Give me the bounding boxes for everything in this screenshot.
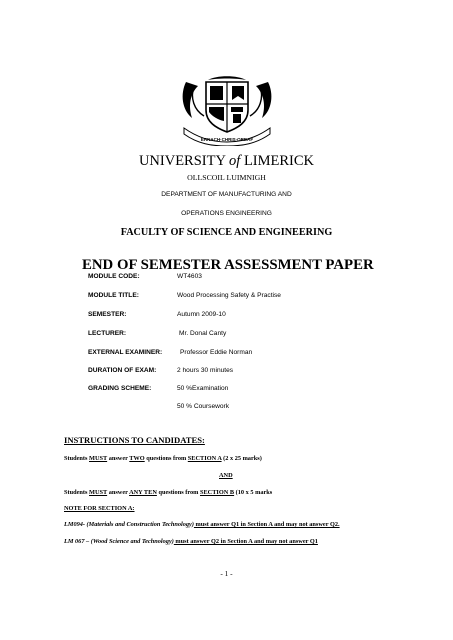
grading-scheme-label: GRADING SCHEME: xyxy=(88,385,152,392)
module-code-value: WT4603 xyxy=(177,273,202,280)
instruction-line-section-b: Students MUST answer ANY TEN questions from SECTION B (10 x 5 marks xyxy=(64,489,273,496)
department-line-1: DEPARTMENT OF MANUFACTURING AND xyxy=(161,191,292,198)
page-number: - 1 - xyxy=(220,569,233,578)
duration-label: DURATION OF EXAM: xyxy=(88,367,157,374)
grading-coursework-value: 50 % Coursework xyxy=(177,403,230,410)
university-name: UNIVERSITY of LIMERICK xyxy=(138,153,315,169)
instruction-line-section-a: Students MUST answer TWO questions from SECTION A (2 x 25 marks) xyxy=(64,455,262,462)
paper-title: END OF SEMESTER ASSESSMENT PAPER xyxy=(82,257,374,273)
university-crest-icon xyxy=(178,76,276,146)
external-examiner-label: EXTERNAL EXAMINER: xyxy=(88,349,163,356)
grading-scheme-value: 50 %Examination xyxy=(177,385,229,392)
irish-name: OLLSCOIL LUIMNIGH xyxy=(187,173,266,182)
department-line-2: OPERATIONS ENGINEERING xyxy=(181,210,272,217)
crest-motto: ERNACH·CHRIS·ORDAF xyxy=(200,137,254,142)
external-examiner-value: Professor Eddie Norman xyxy=(180,349,253,356)
faculty-name: FACULTY OF SCIENCE AND ENGINEERING xyxy=(120,227,333,238)
note-section-a: NOTE FOR SECTION A: xyxy=(64,505,135,512)
note-lm067: LM 067 – (Wood Science and Technology) must answer Q2 in Section A and may not answer Q1 xyxy=(64,538,318,545)
semester-label: SEMESTER: xyxy=(88,311,127,318)
module-title-label: MODULE TITLE: xyxy=(88,292,139,299)
module-title-value: Wood Processing Safety & Practise xyxy=(177,292,281,299)
semester-value: Autumn 2009-10 xyxy=(177,311,226,318)
duration-value: 2 hours 30 minutes xyxy=(177,367,234,374)
lecturer-label: LECTURER: xyxy=(88,330,127,337)
note-lm094: LM094- (Materials and Construction Technology) must answer Q1 in Section A and may not answer Q2. xyxy=(64,521,340,528)
instructions-heading: INSTRUCTIONS TO CANDIDATES: xyxy=(64,435,205,445)
lecturer-value: Mr. Donal Canty xyxy=(179,330,227,337)
instruction-and: AND xyxy=(219,472,233,479)
module-code-label: MODULE CODE: xyxy=(88,273,140,280)
